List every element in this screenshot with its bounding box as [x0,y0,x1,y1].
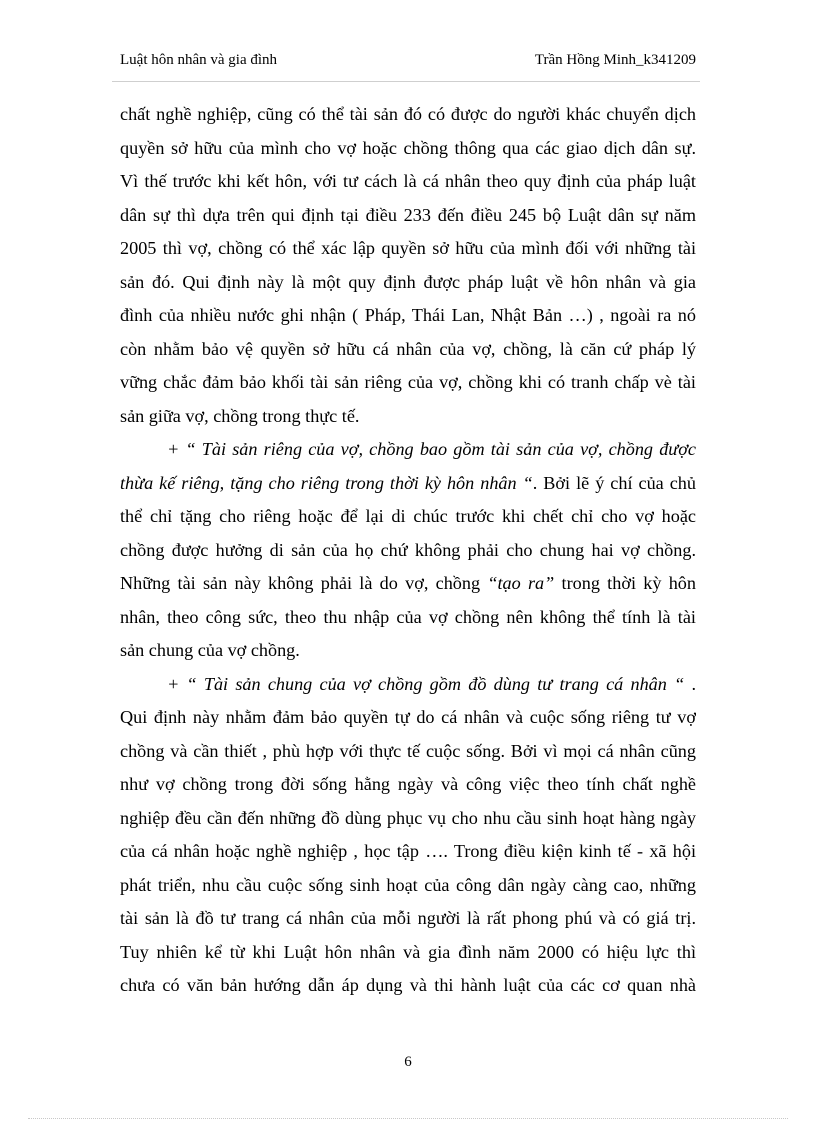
text-run: . Bởi lẽ ý chí của chủ [532,472,696,493]
text-line: nhân, theo công sức, theo thu nhập của vợ chồng nên không thể tính là tài [120,606,696,627]
italic-quote: + “ Tài sản chung của vợ chồng gồm đồ dùng tư trang cá nhân “ [167,673,685,694]
header-author: Trần Hồng Minh_k341209 [534,52,696,68]
text-run: trong thời kỳ hôn [561,573,696,593]
text-line: Qui định này nhằm đảm bảo quyền tự do cá nhân và cuộc sống riêng tư vợ [120,707,696,727]
text-line [120,668,696,702]
header-divider [112,81,700,82]
text-line: sản chung của vợ chồng. [120,640,300,660]
text-line: chất nghề nghiệp, cũng có thể tài sản đó có được do người khác chuyển dịch [120,104,696,124]
text-line: thể chỉ tặng cho riêng hoặc để lại di chúc trước khi chết chỉ cho vợ hoặc [120,506,696,526]
text-line: của cá nhân hoặc nghề nghiệp , học tập …. Trong điều kiện kinh tế - xã hội [120,841,696,861]
text-line [120,467,696,501]
text-line: còn nhằm bảo vệ quyền sở hữu cá nhân của vợ, chồng, là căn cứ pháp lý [120,338,696,359]
page-number: 6 [404,1054,412,1070]
text-line: + “ Tài sản riêng của vợ, chồng bao gồm tài sản của vợ, chồng được [167,439,696,459]
text-line: sản đó. Qui định này là một quy định được pháp luật về hôn nhân và gia [120,271,696,292]
text-run: Những tài sản này không phải là do vợ, chồng [120,573,481,593]
text-line: 2005 thì vợ, chồng có thể xác lập quyền sở hữu của mình đối với những tài [120,238,696,258]
text-line: tài sản là đồ tư trang cá nhân của mỗi người là rất phong phú và có giá trị. [120,908,696,928]
text-line: đình của nhiều nước ghi nhận ( Pháp, Thái Lan, Nhật Bản …) , ngoài ra nó [120,305,696,325]
text-line: chồng và cần thiết , phù hợp với thực tế cuộc sống. Bởi vì mọi cá nhân cũng [120,740,696,761]
italic-quote: “tạo ra” [487,573,555,593]
text-line: vững chắc đảm bảo khối tài sản riêng của vợ, chồng khi có tranh chấp vè tài [120,372,696,392]
text-line: chồng được hưởng di sản của họ chứ không phải cho chung hai vợ chồng. [120,539,696,560]
header-document-title: Luật hôn nhân và gia đình [120,52,278,68]
text-line: sản giữa vợ, chồng trong thực tế. [120,405,360,426]
text-line: phát triển, nhu cầu cuộc sống sinh hoạt của công dân ngày càng cao, những [120,874,696,895]
text-line [120,567,696,601]
text-line: Vì thế trước khi kết hôn, với tư cách là cá nhân theo quy định của pháp luật [120,171,696,191]
text-line: như vợ chồng trong đời sống hằng ngày và công việc theo tính chất nghề [120,774,696,794]
page-header [120,52,696,72]
text-line: nghiệp đều cần đến những đồ dùng phục vụ cho nhu cầu sinh hoạt hàng ngày [120,807,696,828]
document-body [120,98,696,1003]
text-line: quyền sở hữu của mình cho vợ hoặc chồng thông qua các giao dịch dân sự. [120,137,696,158]
text-line: chưa có văn bản hướng dẫn áp dụng và thi hành luật của các cơ quan nhà [120,975,696,995]
page-bottom-divider [28,1118,788,1119]
text-run: . [691,673,696,694]
text-line: dân sự thì dựa trên qui định tại điều 233 đến điều 245 bộ Luật dân sự năm [120,204,696,225]
text-line: Tuy nhiên kể từ khi Luật hôn nhân và gia đình năm 2000 có hiệu lực thì [120,941,696,962]
italic-quote: thừa kế riêng, tặng cho riêng trong thời kỳ hôn nhân “ [120,472,533,493]
